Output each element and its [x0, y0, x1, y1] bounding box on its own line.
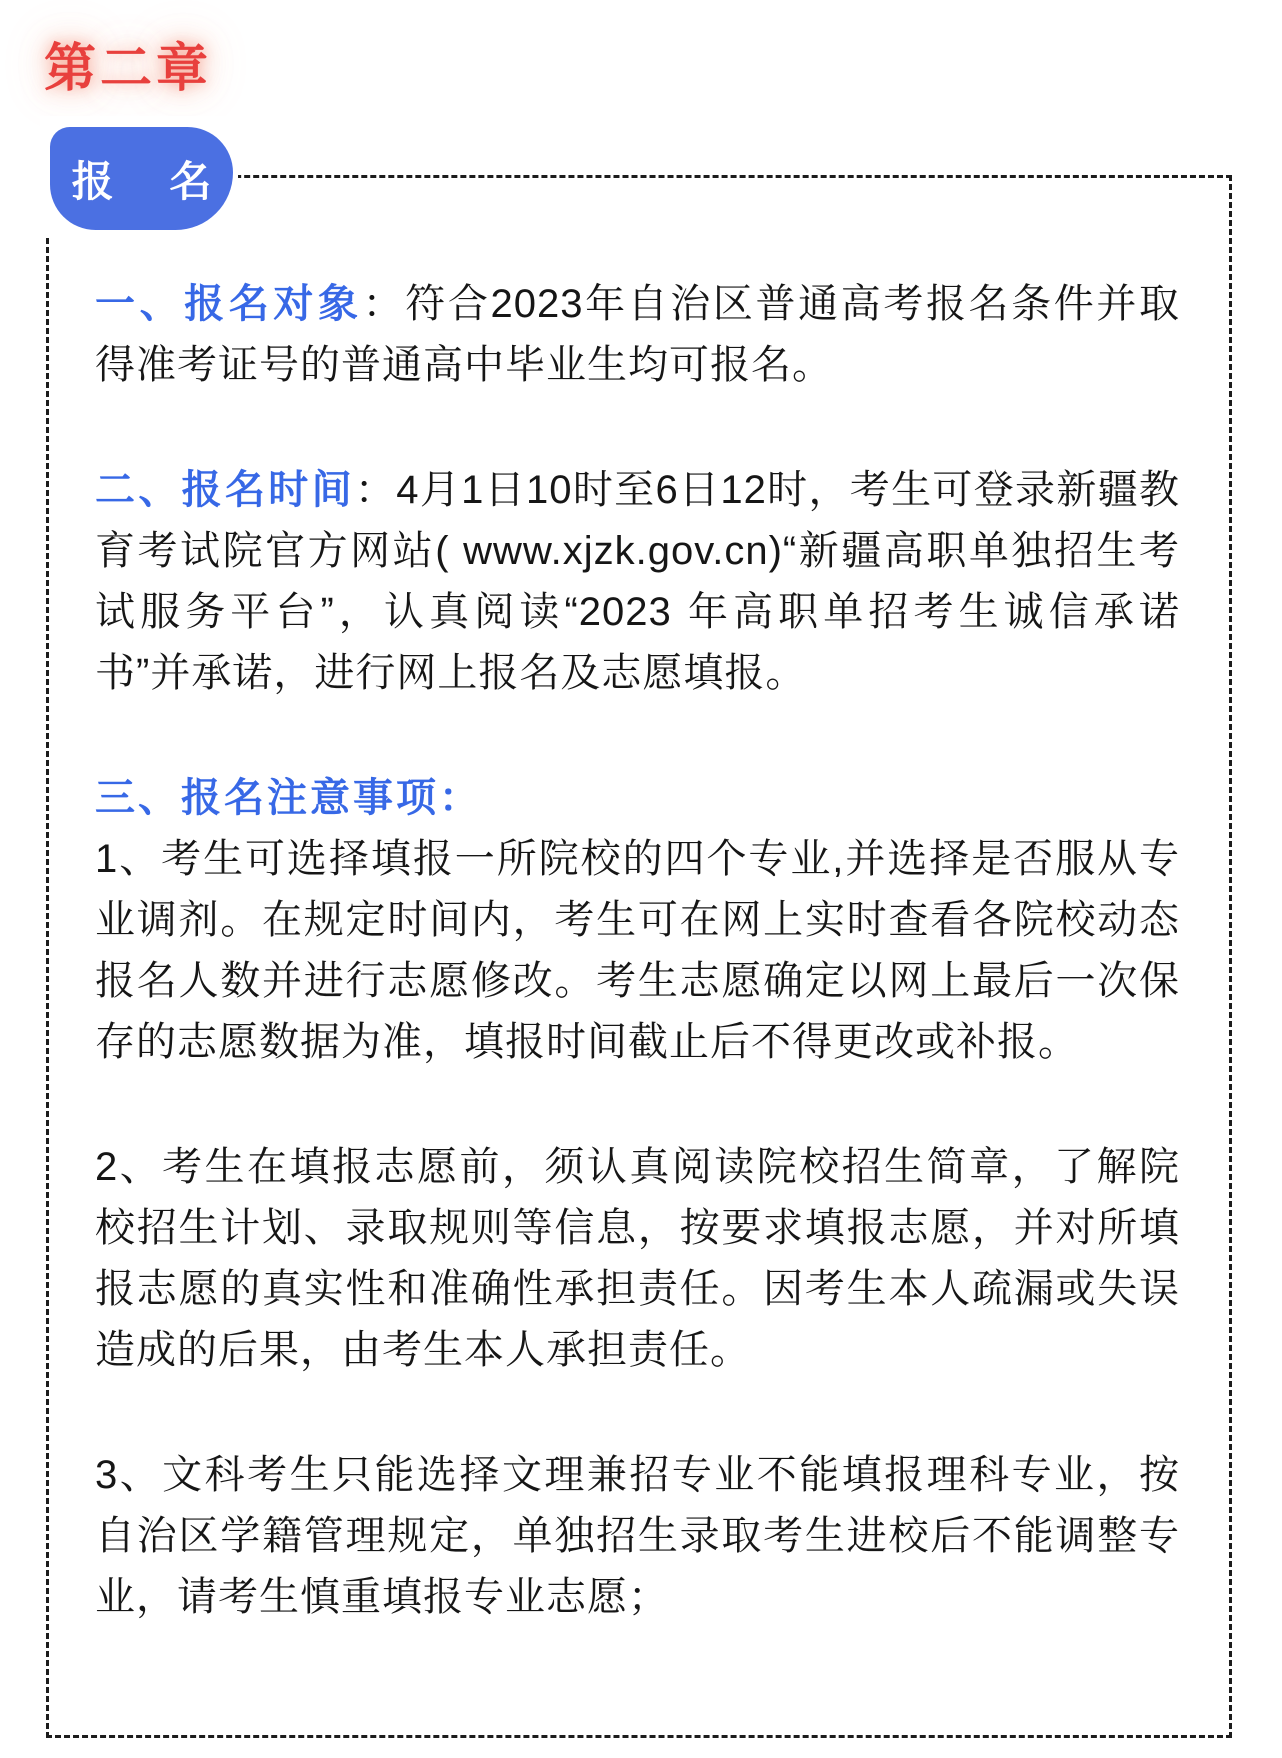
registration-tab-label: 报 名	[71, 157, 234, 205]
section-1-label: 一、报名对象	[95, 282, 363, 326]
section-2-separator: ：	[354, 468, 397, 512]
notice-item-2: 2、考生在填报志愿前，须认真阅读院校招生简章，了解院校招生计划、录取规则等信息，按要求填报志愿，并对所填报志愿的真实性和准确性承担责任。因考生本人疏漏或失误造成的后果，由考生本人承担责任。	[95, 1145, 1180, 1372]
section-1-separator: ：	[362, 282, 406, 326]
notice-item-3: 3、文科考生只能选择文理兼招专业不能填报理科专业，按自治区学籍管理规定，单独招生录取考生进校后不能调整专业，请考生慎重填报专业志愿；	[95, 1453, 1180, 1619]
content-dashed-box	[46, 175, 1232, 1738]
section-1-text: 符合2023年自治区普通高考报名条件并取得准考证号的普通高中毕业生均可报名。	[95, 282, 1180, 387]
section-2-text: 4月1日10时至6日12时，考生可登录新疆教育考试院官方网站( www.xjzk.gov.cn)“新疆高职单独招生考试服务平台”，认真阅读“2023 年高职单招考生诚信承诺书”并承诺，进行网上报名及志愿填报。	[95, 468, 1181, 695]
section-2-label: 二、报名时间	[95, 468, 355, 512]
content-area	[49, 178, 1229, 1628]
registration-tab	[50, 127, 233, 230]
section-registration-notes	[95, 768, 1180, 1628]
notice-item-1: 1、考生可选择填报一所院校的四个专业,并选择是否服从专业调剂。在规定时间内，考生可在网上实时查看各院校动态报名人数并进行志愿修改。考生志愿确定以网上最后一次保存的志愿数据为准，填报时间截止后不得更改或补报。	[95, 837, 1180, 1064]
section-registration-time	[95, 460, 1180, 704]
section-registration-target	[95, 274, 1180, 396]
chapter-title: 第二章	[44, 40, 213, 98]
section-3-label: 三、报名注意事项：	[95, 776, 482, 820]
